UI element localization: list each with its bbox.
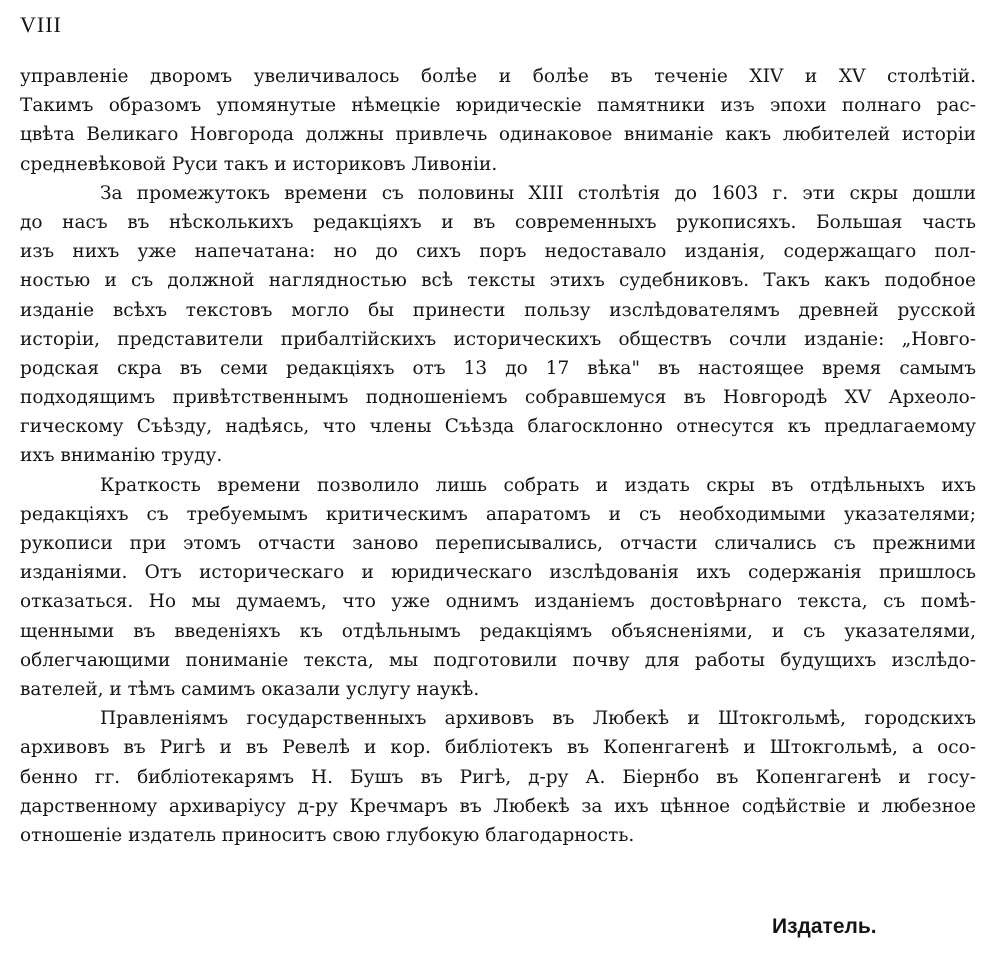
paragraph-4-line-3: бенно гг. библіотекарямъ Н. Бушъ въ Ригѣ, д-ру А. Біернбо въ Копенгагенѣ и госу- [20,766,976,788]
paragraph-4-line-2: архивовъ въ Ригѣ и въ Ревелѣ и кор. библіотекъ въ Копенгагенѣ и Штокгольмѣ, а осо- [20,737,976,759]
paragraph-4-line-5: отношеніе издатель приноситъ свою глубокую благодарность. [20,824,635,846]
paragraph-1-line-4: средневѣковой Руси такъ и историковъ Ливоніи. [20,153,498,175]
paragraph-2-line-5: изданіе всѣхъ текстовъ могло бы принести пользу изслѣдователямъ древней русской [20,299,976,321]
paragraph-3-line-6: щенными въ введеніяхъ къ отдѣльнымъ редакціямъ объясненіями, и съ указателями, [20,620,976,642]
paragraph-3-line-8: вателей, и тѣмъ самимъ оказали услугу наукѣ. [20,678,480,700]
paragraph-2-line-4: ностью и съ должной наглядностью всѣ тексты этихъ судебниковъ. Такъ какъ подобное [20,270,976,292]
paragraph-4-line-1: Правленіямъ государственныхъ архивовъ въ Любекѣ и Штокгольмѣ, городскихъ [100,708,976,730]
paragraph-3-line-3: рукописи при этомъ отчасти заново переписывались, отчасти сличались съ прежними [20,533,976,554]
body-text [20,62,976,850]
paragraph-3-line-2: редакціяхъ съ требуемымъ критическимъ апаратомъ и съ необходимыми указателями; [20,503,976,525]
publisher-signature: Издатель. [772,915,877,938]
paragraph-1-line-1: управленіе дворомъ увеличивалось болѣе и болѣе въ теченіе XIV и XV столѣтій. [20,66,976,87]
paragraph-2-line-10: ихъ вниманію труду. [20,445,223,467]
paragraph-2-line-6: исторіи, представители прибалтійскихъ историческихъ обществъ сочли изданіе: „Новго- [20,328,976,350]
paragraph-2-line-2: до насъ въ нѣсколькихъ редакціяхъ и въ современныхъ рукописяхъ. Большая часть [20,211,976,233]
page-number: VIII [20,12,62,37]
paragraph-2-line-9: гическому Съѣзду, надѣясь, что члены Съѣзда благосклонно отнесутся къ предлагаемому [20,416,976,438]
paragraph-3-line-5: отказаться. Но мы думаемъ, что уже однимъ изданіемъ достовѣрнаго текста, съ помѣ- [20,591,976,613]
paragraph-4-line-4: дарственному архиваріусу д-ру Кречмаръ въ Любекѣ за ихъ цѣнное содѣйствіе и любезное [20,795,976,817]
paragraph-2-line-8: подходящимъ привѣтственнымъ подношеніемъ собравшемуся въ Новгородѣ XV Археоло- [20,387,976,409]
paragraph-2-line-3: изъ нихъ уже напечатана: но до сихъ поръ недоставало изданія, содержащаго пол- [20,241,976,263]
paragraph-3-line-1: Краткость времени позволило лишь собрать и издать скры въ отдѣльныхъ ихъ [100,474,976,496]
paragraph-2-line-7: родская скра въ семи редакціяхъ отъ 13 до 17 вѣка" въ настоящее время самымъ [20,357,976,379]
paragraph-1-line-2: Такимъ образомъ упомянутые нѣмецкіе юридическіе памятники изъ эпохи полнаго рас- [20,95,976,117]
paragraph-1-line-3: цвѣта Великаго Новгорода должны привлечь одинаковое вниманіе какъ любителей исторіи [20,124,976,146]
paragraph-2-line-1: За промежутокъ времени съ половины XIII столѣтія до 1603 г. эти скры дошли [100,182,976,204]
paragraph-3-line-4: изданіями. Отъ историческаго и юридическаго изслѣдованія ихъ содержанія пришлось [20,562,976,584]
paragraph-3-line-7: облегчающими пониманіе текста, мы подготовили почву для работы будущихъ изслѣдо- [20,649,976,671]
